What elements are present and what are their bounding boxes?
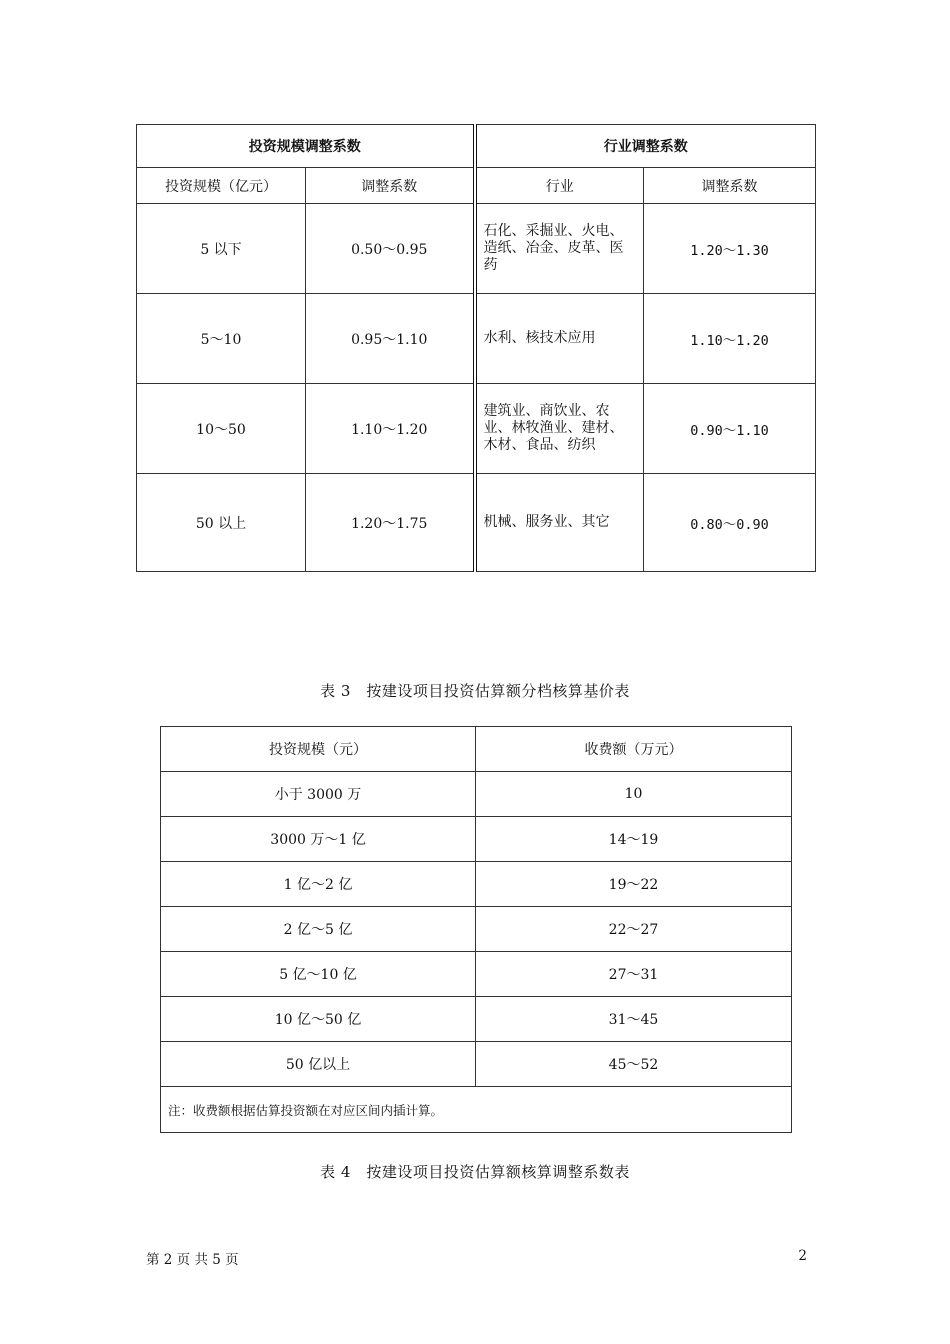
- header-investment-scale: 投资规模（亿元）: [137, 168, 306, 204]
- industry-cell: 石化、采掘业、火电、造纸、冶金、皮革、医药: [475, 204, 644, 294]
- table3-caption: 表 3 按建设项目投资估算额分档核算基价表: [320, 682, 630, 700]
- page-number: 2: [798, 1248, 807, 1264]
- fee-cell: 10: [476, 772, 792, 817]
- scale-coefficient-title: 投资规模调整系数: [137, 125, 475, 168]
- table-note: 注：收费额根据估算投资额在对应区间内插计算。: [161, 1087, 792, 1133]
- scale-cell: 2 亿～5 亿: [161, 907, 476, 952]
- scale-coefficient-cell: 1.10～1.20: [306, 384, 475, 474]
- table-row: [161, 817, 792, 862]
- table-row: [161, 997, 792, 1042]
- table-row: [161, 1042, 792, 1087]
- industry-cell: 机械、服务业、其它: [475, 474, 644, 572]
- base-price-table: [160, 726, 792, 1133]
- scale-cell: 10～50: [137, 384, 306, 474]
- header-investment-scale: 投资规模（元）: [161, 727, 476, 772]
- scale-coefficient-cell: 0.50～0.95: [306, 204, 475, 294]
- scale-cell: 50 以上: [137, 474, 306, 572]
- table-row: [161, 952, 792, 997]
- industry-coefficient-title: 行业调整系数: [475, 125, 816, 168]
- table-row: [137, 474, 816, 572]
- fee-cell: 19～22: [476, 862, 792, 907]
- header-industry-coefficient: 调整系数: [644, 168, 816, 204]
- industry-coefficient-cell: 0.90～1.10: [644, 384, 816, 474]
- fee-cell: 14～19: [476, 817, 792, 862]
- table-row: [161, 907, 792, 952]
- scale-cell: 10 亿～50 亿: [161, 997, 476, 1042]
- industry-coefficient-cell: 0.80～0.90: [644, 474, 816, 572]
- table-row: [137, 294, 816, 384]
- scale-cell: 3000 万～1 亿: [161, 817, 476, 862]
- scale-cell: 1 亿～2 亿: [161, 862, 476, 907]
- header-scale-coefficient: 调整系数: [306, 168, 475, 204]
- scale-cell: 5～10: [137, 294, 306, 384]
- scale-coefficient-cell: 0.95～1.10: [306, 294, 475, 384]
- scale-cell: 50 亿以上: [161, 1042, 476, 1087]
- table-row: [161, 772, 792, 817]
- industry-coefficient-cell: 1.20～1.30: [644, 204, 816, 294]
- scale-cell: 5 以下: [137, 204, 306, 294]
- header-industry: 行业: [475, 168, 644, 204]
- industry-coefficient-cell: 1.10～1.20: [644, 294, 816, 384]
- adjustment-coefficient-table: [136, 124, 816, 572]
- page-info: 第 2 页 共 5 页: [146, 1252, 239, 1268]
- fee-cell: 31～45: [476, 997, 792, 1042]
- fee-cell: 45～52: [476, 1042, 792, 1087]
- scale-cell: 小于 3000 万: [161, 772, 476, 817]
- table-row: [161, 862, 792, 907]
- scale-cell: 5 亿～10 亿: [161, 952, 476, 997]
- industry-cell: 建筑业、商饮业、农业、林牧渔业、建材、木材、食品、纺织: [475, 384, 644, 474]
- table-row: [137, 384, 816, 474]
- table-row: [137, 204, 816, 294]
- scale-coefficient-cell: 1.20～1.75: [306, 474, 475, 572]
- header-fee: 收费额（万元）: [476, 727, 792, 772]
- industry-cell: 水利、核技术应用: [475, 294, 644, 384]
- table4-caption: 表 4 按建设项目投资估算额核算调整系数表: [320, 1163, 630, 1181]
- fee-cell: 27～31: [476, 952, 792, 997]
- fee-cell: 22～27: [476, 907, 792, 952]
